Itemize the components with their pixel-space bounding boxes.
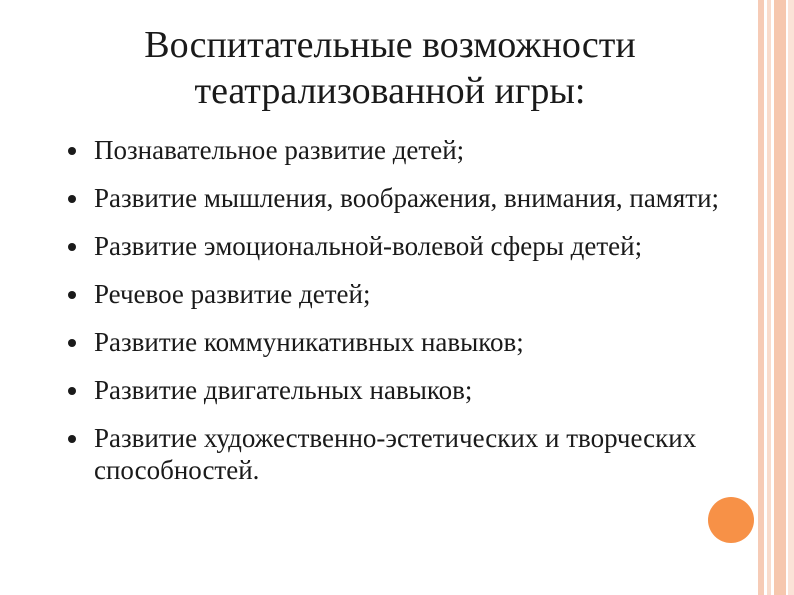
bullet-text: Развитие коммуникативных навыков;	[94, 327, 524, 357]
bullet-icon	[68, 339, 76, 347]
bullet-text: Развитие эмоциональной-волевой сферы детей;	[94, 231, 643, 261]
bullet-icon	[68, 435, 76, 443]
bullet-icon	[68, 147, 76, 155]
bullet-text: Развитие двигательных навыков;	[94, 375, 473, 405]
decorative-stripe	[774, 0, 786, 595]
bullet-text: Речевое развитие детей;	[94, 279, 371, 309]
bullet-item	[66, 230, 736, 262]
title-line: Воспитательные возможности	[144, 24, 636, 66]
bullet-icon	[68, 387, 76, 395]
bullet-text: Развитие мышления, воображения, внимания, памяти;	[94, 183, 720, 213]
bullet-icon	[68, 243, 76, 251]
bullet-item	[66, 326, 736, 358]
title-line: театрализованной игры:	[194, 70, 586, 112]
bullet-item	[66, 134, 736, 166]
bullet-text: Познавательное развитие детей;	[94, 135, 465, 165]
decorative-stripe	[758, 0, 764, 595]
decorative-stripe	[788, 0, 794, 595]
decorative-stripe	[767, 0, 771, 595]
bullet-item	[66, 182, 736, 214]
bullet-icon	[68, 291, 76, 299]
slide-title	[40, 22, 740, 114]
orange-circle-icon	[708, 497, 754, 543]
bullet-icon	[68, 195, 76, 203]
bullet-list	[66, 134, 736, 486]
bullet-item	[66, 422, 736, 486]
bullet-item	[66, 374, 736, 406]
bullet-text: Развитие художественно-эстетических и творческих способностей.	[94, 423, 697, 485]
bullet-item	[66, 278, 736, 310]
